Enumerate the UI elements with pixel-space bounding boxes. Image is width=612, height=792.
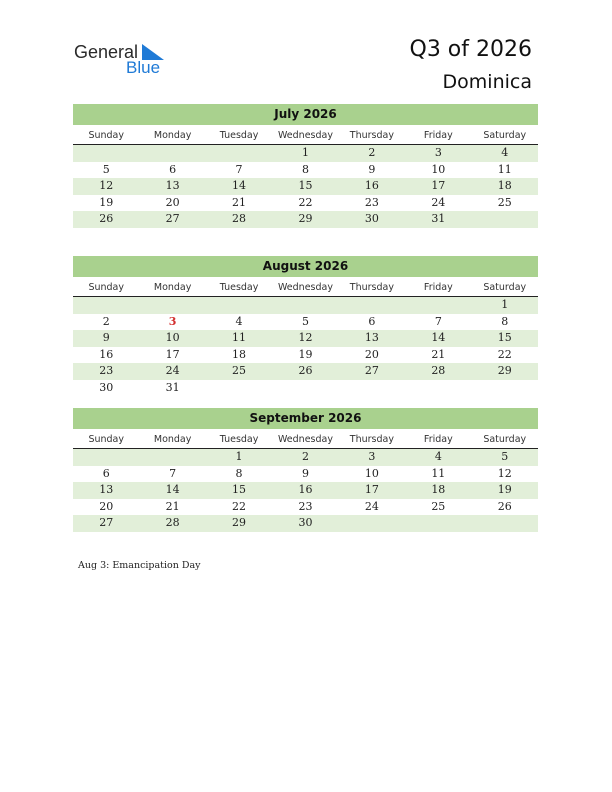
empty-day-cell — [272, 297, 338, 314]
day-cell: 21 — [431, 347, 446, 361]
day-cell: 5 — [501, 450, 509, 463]
empty-day-cell — [73, 145, 139, 162]
day-cell: 20 — [99, 499, 114, 513]
day-cell: 30 — [364, 212, 379, 225]
day-cell: 8 — [235, 466, 243, 480]
weekday-label: Thursday — [349, 282, 394, 293]
week-row — [73, 195, 538, 212]
day-cell: 24 — [165, 364, 180, 377]
weekday-label: Tuesday — [219, 282, 259, 293]
week-row — [73, 347, 538, 364]
day-cell: 20 — [165, 195, 180, 209]
day-cell: 9 — [368, 162, 376, 176]
day-cell: 11 — [431, 466, 446, 480]
month-calendar-august — [73, 256, 538, 396]
empty-day-cell — [272, 380, 338, 397]
day-cell: 14 — [165, 483, 180, 496]
day-cell: 7 — [434, 314, 442, 328]
day-cell: 9 — [301, 466, 309, 480]
day-cell: 29 — [232, 516, 247, 529]
week-row — [73, 162, 538, 179]
weekday-label: Monday — [153, 434, 192, 445]
week-row — [73, 363, 538, 380]
empty-day-cell — [206, 380, 272, 397]
day-cell: 27 — [165, 212, 180, 225]
week-row — [73, 145, 538, 162]
day-cell: 22 — [497, 347, 512, 361]
weekday-label: Sunday — [88, 282, 124, 293]
day-cell: 31 — [165, 380, 180, 394]
day-cell: 13 — [99, 483, 114, 496]
day-cell: 17 — [165, 347, 180, 361]
weekday-label: Wednesday — [277, 434, 333, 445]
day-cell: 17 — [431, 179, 446, 192]
empty-day-cell — [405, 297, 471, 314]
day-cell: 7 — [235, 162, 243, 176]
day-cell: 6 — [102, 466, 110, 480]
week-row — [73, 515, 538, 532]
day-cell: 19 — [298, 347, 313, 361]
day-cell: 7 — [169, 466, 177, 480]
logo-word-blue: Blue — [126, 58, 161, 77]
week-row — [73, 330, 538, 347]
day-cell: 22 — [298, 195, 313, 209]
day-cell: 22 — [232, 499, 247, 513]
day-cell: 19 — [497, 483, 512, 496]
logo-word-general: General — [74, 42, 139, 62]
empty-day-cell — [139, 449, 205, 466]
day-cell: 2 — [368, 146, 376, 159]
empty-day-cell — [339, 515, 405, 532]
weekday-label: Thursday — [349, 130, 394, 141]
day-cell: 12 — [497, 466, 512, 480]
day-cell: 9 — [102, 331, 110, 344]
day-cell: 16 — [364, 179, 379, 192]
day-cell: 26 — [298, 364, 313, 377]
empty-day-cell — [405, 515, 471, 532]
day-cell: 13 — [364, 331, 379, 344]
empty-day-cell — [472, 380, 538, 397]
day-cell: 13 — [165, 179, 180, 192]
weekday-header-row — [73, 279, 538, 297]
weekday-label: Monday — [153, 130, 192, 141]
day-cell: 23 — [99, 364, 114, 377]
day-cell: 14 — [431, 331, 446, 344]
day-cell: 24 — [364, 499, 379, 513]
day-cell: 30 — [298, 516, 313, 529]
day-cell: 21 — [165, 499, 180, 513]
empty-day-cell — [139, 145, 205, 162]
weekday-header-row — [73, 431, 538, 449]
day-cell: 1 — [235, 450, 243, 463]
day-cell: 5 — [301, 314, 309, 328]
day-cell: 24 — [431, 195, 446, 209]
day-cell: 25 — [232, 364, 247, 377]
weekday-header-row — [73, 127, 538, 145]
weekday-label: Wednesday — [277, 282, 333, 293]
day-cell: 15 — [298, 179, 313, 192]
day-cell: 30 — [99, 380, 114, 394]
weekday-label: Tuesday — [219, 130, 259, 141]
day-cell: 23 — [298, 499, 313, 513]
day-cell: 10 — [165, 331, 180, 344]
week-row — [73, 499, 538, 516]
day-cell: 8 — [501, 314, 509, 328]
day-cell: 8 — [301, 162, 309, 176]
country-name: Dominica — [442, 71, 532, 93]
empty-day-cell — [472, 515, 538, 532]
week-row — [73, 178, 538, 195]
day-cell: 18 — [497, 179, 512, 192]
day-cell: 12 — [99, 179, 114, 192]
empty-day-cell — [339, 297, 405, 314]
day-cell: 31 — [431, 212, 446, 225]
month-title: July 2026 — [73, 104, 538, 125]
weekday-label: Sunday — [88, 130, 124, 141]
holiday-day-cell: 3 — [168, 314, 177, 328]
day-cell: 12 — [298, 331, 313, 344]
day-cell: 18 — [431, 483, 446, 496]
weekday-label: Friday — [423, 434, 453, 445]
day-cell: 17 — [364, 483, 379, 496]
day-cell: 4 — [235, 314, 243, 328]
day-cell: 19 — [99, 195, 114, 209]
month-calendar-september — [73, 408, 538, 532]
day-cell: 25 — [431, 499, 446, 513]
day-cell: 10 — [431, 162, 446, 176]
weekday-label: Sunday — [88, 434, 124, 445]
week-row — [73, 380, 538, 397]
month-title: September 2026 — [73, 408, 538, 429]
day-cell: 14 — [232, 179, 247, 192]
day-cell: 2 — [301, 450, 309, 463]
day-cell: 16 — [99, 347, 114, 361]
week-row — [73, 297, 538, 314]
weekday-label: Tuesday — [219, 434, 259, 445]
empty-day-cell — [472, 211, 538, 228]
weekday-label: Friday — [423, 282, 453, 293]
empty-day-cell — [139, 297, 205, 314]
week-row — [73, 482, 538, 499]
empty-day-cell — [206, 145, 272, 162]
day-cell: 28 — [431, 364, 446, 377]
day-cell: 27 — [364, 364, 379, 377]
day-cell: 1 — [301, 146, 309, 159]
day-cell: 27 — [99, 516, 114, 529]
holiday-notes — [78, 560, 201, 571]
day-cell: 10 — [364, 466, 379, 480]
day-cell: 18 — [232, 347, 247, 361]
day-cell: 15 — [232, 483, 247, 496]
weekday-label: Wednesday — [277, 130, 333, 141]
day-cell: 26 — [99, 212, 114, 225]
empty-day-cell — [405, 380, 471, 397]
week-row — [73, 211, 538, 228]
day-cell: 4 — [434, 450, 442, 463]
weekday-label: Monday — [153, 282, 192, 293]
month-calendar-july — [73, 104, 538, 228]
week-row — [73, 449, 538, 466]
day-cell: 4 — [501, 146, 509, 159]
day-cell: 28 — [165, 516, 180, 529]
day-cell: 23 — [364, 195, 379, 209]
day-cell: 5 — [102, 162, 110, 176]
day-cell: 21 — [232, 195, 247, 209]
day-cell: 16 — [298, 483, 313, 496]
day-cell: 3 — [434, 146, 442, 159]
day-cell: 11 — [232, 331, 247, 344]
day-cell: 29 — [298, 212, 313, 225]
empty-day-cell — [206, 297, 272, 314]
weekday-label: Thursday — [349, 434, 394, 445]
day-cell: 11 — [497, 162, 512, 176]
weekday-label: Friday — [423, 130, 453, 141]
empty-day-cell — [73, 297, 139, 314]
weekday-label: Saturday — [483, 130, 527, 141]
day-cell: 2 — [102, 314, 110, 328]
month-title: August 2026 — [73, 256, 538, 277]
day-cell: 3 — [368, 450, 376, 463]
day-cell: 29 — [497, 364, 512, 377]
day-cell: 6 — [368, 314, 376, 328]
weekday-label: Saturday — [483, 282, 527, 293]
weekday-label: Saturday — [483, 434, 527, 445]
day-cell: 28 — [232, 212, 247, 225]
empty-day-cell — [339, 380, 405, 397]
page-title: Q3 of 2026 — [409, 37, 532, 62]
day-cell: 1 — [501, 298, 509, 311]
day-cell: 26 — [497, 499, 512, 513]
empty-day-cell — [73, 449, 139, 466]
day-cell: 6 — [169, 162, 177, 176]
day-cell: 15 — [497, 331, 512, 344]
holiday-note: Aug 3: Emancipation Day — [78, 560, 201, 571]
day-cell: 25 — [497, 195, 512, 209]
generalblue-logo — [74, 42, 174, 78]
week-row — [73, 466, 538, 483]
day-cell: 20 — [364, 347, 379, 361]
week-row — [73, 314, 538, 331]
